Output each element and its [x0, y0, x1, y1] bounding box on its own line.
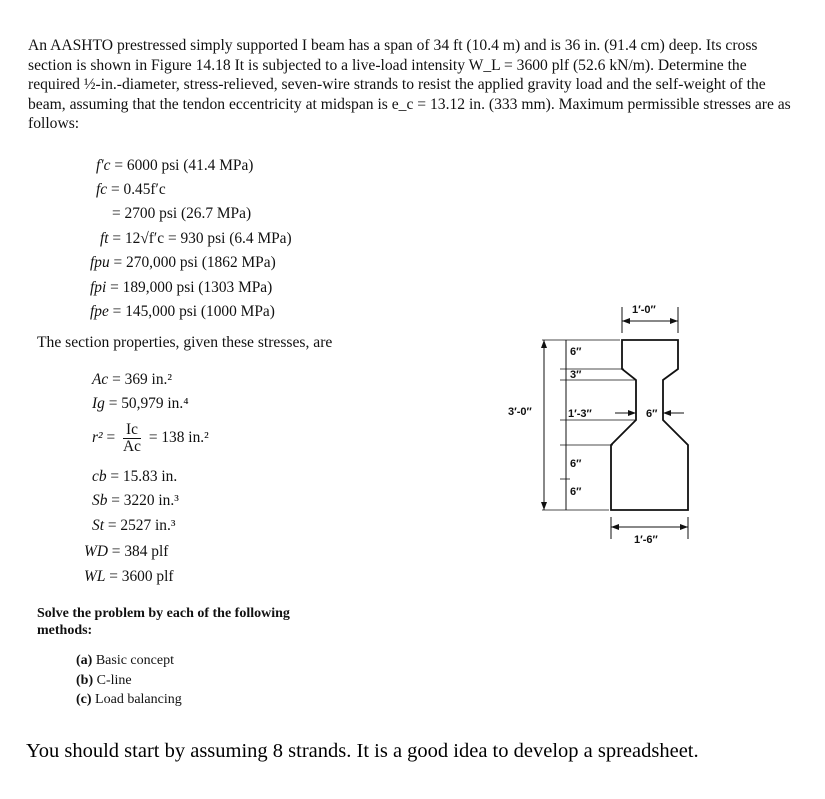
arrowhead	[680, 524, 688, 530]
prop-value: = 15.83 in.	[110, 468, 178, 485]
prop-value: = 138 in.²	[148, 429, 209, 447]
stress-value: = 270,000 psi (1862 MPa)	[113, 254, 276, 271]
i-beam-cross-section	[500, 295, 730, 555]
solve-instructions: Solve the problem by each of the following methods:	[37, 606, 290, 638]
stress-value: = 145,000 psi (1000 MPa)	[112, 303, 275, 320]
beam-outline	[611, 340, 688, 510]
prop-sb	[92, 491, 179, 511]
method-tag: (a)	[76, 653, 93, 668]
prop-symbol: cb	[92, 468, 107, 485]
stress-value: = 189,000 psi (1303 MPa)	[110, 279, 273, 296]
bottom-width-label: 1′-6″	[634, 534, 658, 546]
problem-statement	[28, 36, 798, 134]
prop-ac	[92, 370, 172, 390]
method-label: Load balancing	[95, 692, 182, 707]
prop-value: = 3220 in.³	[111, 492, 179, 509]
total-depth-label: 3′-0″	[508, 406, 532, 418]
prop-value: = 3600 plf	[109, 568, 174, 585]
bottom-flange-label: 6″	[570, 486, 582, 498]
prop-symbol: Ig	[92, 395, 105, 412]
stress-symbol: fpu	[90, 254, 110, 271]
prop-value: = 2527 in.³	[107, 517, 176, 534]
prop-symbol: WD	[84, 543, 108, 560]
web-height-label: 1′-3″	[568, 408, 592, 420]
prop-symbol: r²	[92, 429, 103, 447]
method-b	[76, 673, 132, 689]
arrowhead	[541, 502, 547, 510]
prop-value: = 50,979 in.⁴	[108, 395, 189, 412]
method-tag: (b)	[76, 673, 94, 688]
stress-fpe	[90, 302, 275, 322]
method-a	[76, 653, 174, 669]
top-haunch-label: 3″	[570, 369, 582, 381]
stress-symbol: ft	[100, 230, 109, 247]
fraction-denominator: Ac	[123, 438, 141, 455]
prop-ig	[92, 394, 189, 414]
section-properties-intro: The section properties, given these stresses, are	[37, 334, 333, 351]
prop-symbol: Sb	[92, 492, 108, 509]
prop-symbol: WL	[84, 568, 106, 585]
prop-fraction	[123, 422, 141, 455]
prop-symbol: Ac	[92, 371, 109, 388]
arrowhead	[611, 524, 619, 530]
prop-wl	[84, 567, 174, 587]
arrowhead	[622, 318, 630, 324]
prop-value: = 369 in.²	[112, 371, 172, 388]
stress-value: = 2700 psi (26.7 MPa)	[112, 205, 252, 222]
stress-fc-value	[112, 204, 251, 224]
assignment-instruction: You should start by assuming 8 strands. It is a good idea to develop a spreadsheet.	[26, 740, 699, 762]
prop-wd	[84, 542, 168, 562]
top-width-label: 1′-0″	[632, 304, 656, 316]
stress-value: = 0.45f′c	[110, 181, 166, 198]
prop-r2: r² = $\frac{Ic}{Ac}$ = 138 in.²	[92, 421, 209, 455]
fraction-numerator: Ic	[123, 422, 141, 439]
stress-symbol: fpe	[90, 303, 109, 320]
problem-text: An AASHTO prestressed simply supported I beam has a span of 34 ft (10.4 m) and is 36 in. (91.4 cm) deep. Its cross section is shown in Figure 14.18 It is subjected to a live-load intensity W_L = 3600 plf (52.6 kN/m). Determine the required ½-in.-diameter, stress-relieved, seven-wire strands to resist the applied gravity load and the self-weight of the beam, assuming that the tendon eccentricity at midspan is e_c = 13.12 in. (333 mm). Maximum permissible stresses are as follows:	[28, 37, 791, 133]
method-tag: (c)	[76, 692, 92, 707]
bottom-haunch-label: 6″	[570, 458, 582, 470]
method-label: C-line	[96, 673, 132, 688]
web-width-label: 6″	[646, 408, 658, 420]
prop-symbol: St	[92, 517, 104, 534]
stress-value: = 12√f′c = 930 psi (6.4 MPa)	[112, 230, 292, 247]
prop-st	[92, 516, 175, 536]
stress-fc-prime	[96, 156, 253, 176]
arrowhead	[670, 318, 678, 324]
method-label: Basic concept	[95, 653, 174, 668]
stress-fpi	[90, 278, 272, 298]
arrowhead	[663, 410, 671, 416]
stress-fpu	[90, 253, 276, 273]
stress-fc	[96, 180, 166, 200]
stress-ft	[100, 229, 292, 249]
stress-symbol: fc	[96, 181, 108, 198]
prop-cb	[92, 467, 177, 487]
stress-symbol: f′c	[96, 157, 111, 174]
stress-symbol: fpi	[90, 279, 107, 296]
method-c	[76, 692, 182, 708]
arrowhead	[628, 410, 636, 416]
top-flange-label: 6″	[570, 346, 582, 358]
prop-value: = 384 plf	[111, 543, 169, 560]
stress-value: = 6000 psi (41.4 MPa)	[114, 157, 254, 174]
arrowhead	[541, 340, 547, 348]
